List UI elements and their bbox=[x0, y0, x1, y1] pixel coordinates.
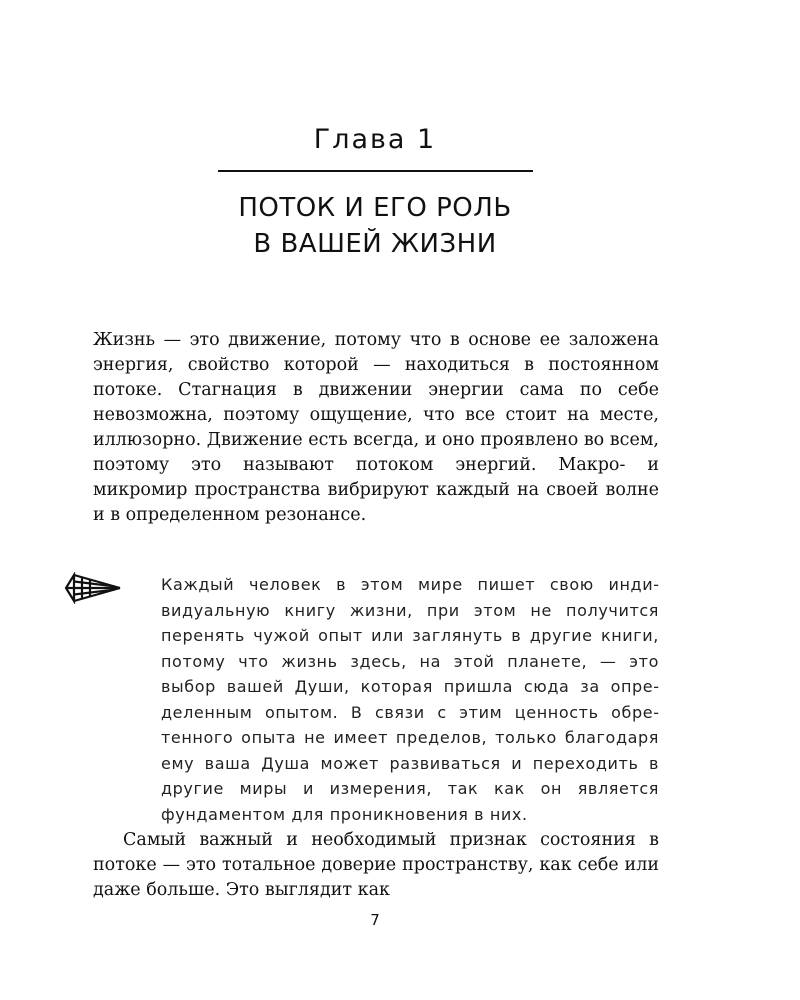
quote-block: Каждый человек в этом мире пишет свою индивидуальную книгу жизни, при этом не получится перенять чужой опыт или заглянуть в другие книги, потому что жизнь здесь, на этой планете, — это выбор вашей Души, которая пришла сюда за определенным опытом. В связи с этим ценность обретенного опыта не имеет пределов, только благодаря ему ваша Душа может развиваться и переходить в другие миры и измерения, так как он является фундаментом для проникновения в них. bbox=[161, 575, 659, 824]
body-paragraph-2: Самый важный и необходимый признак состояния в потоке — это тотальное доверие пространству, как себе или даже больше. Это выглядит как bbox=[93, 830, 659, 900]
chapter-divider bbox=[218, 170, 533, 172]
pyramid-rays-icon bbox=[64, 572, 122, 604]
chapter-label: Глава 1 bbox=[313, 124, 437, 155]
body-paragraph-1: Жизнь — это движение, потому что в основе ее заложена энергия, свойство которой — находиться в постоянном потоке. Стагнация в движении энергии сама по себе невозможна, поэтому ощущение, что все стоит на месте, иллюзорно. Движение есть всегда, и оно проявлено во всем, поэтому это называют потоком энергий. Макро- и микромир пространства вибрируют каждый на своей волне и в определенном резонансе. bbox=[93, 330, 659, 525]
page-number: 7 bbox=[370, 911, 380, 929]
chapter-title-line-2: В ВАШЕЙ ЖИЗНИ bbox=[253, 229, 497, 259]
chapter-title bbox=[0, 190, 750, 262]
chapter-title-line-1: ПОТОК И ЕГО РОЛЬ bbox=[238, 193, 512, 223]
